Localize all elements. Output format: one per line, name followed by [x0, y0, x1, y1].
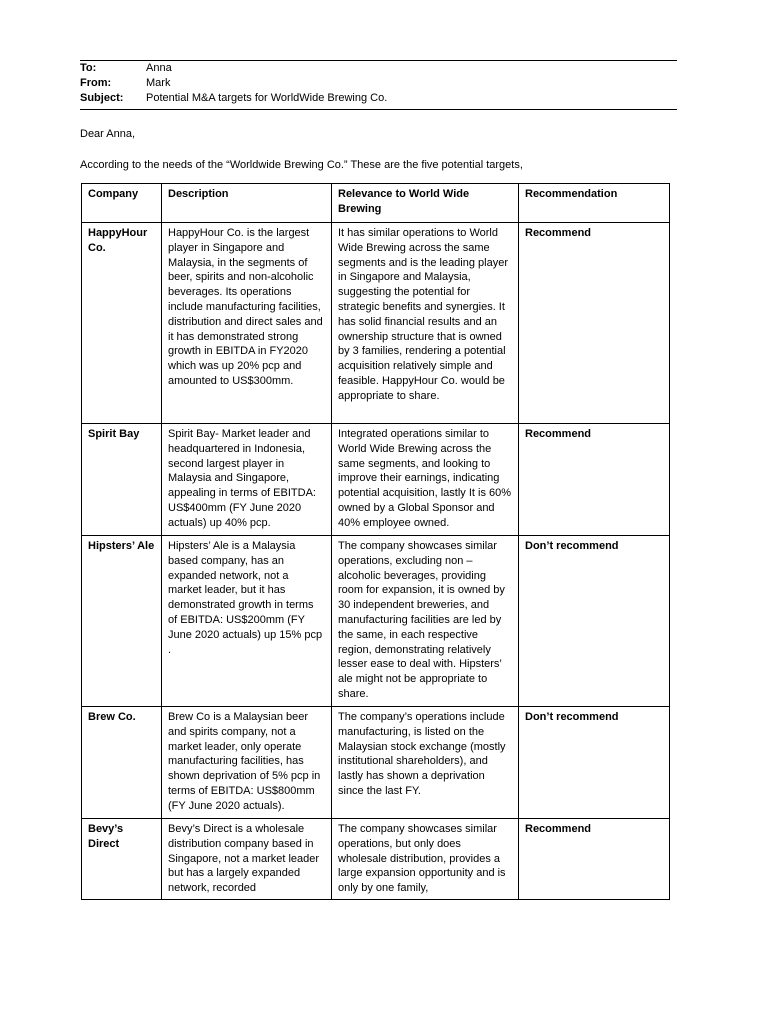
table-row: [82, 707, 670, 819]
header-company: Company: [82, 184, 162, 223]
to-value: Anna: [146, 62, 172, 74]
table-row: [82, 819, 670, 900]
header-description: Description: [162, 184, 332, 223]
recommendation-cell: Recommend: [519, 223, 670, 424]
recommendation-cell: Recommend: [519, 819, 670, 900]
description-cell: Brew Co is a Malaysian beer and spirits company, not a market leader, only operate manufacturing facilities, has shown deprivation of 5% pcp in terms of EBITDA: US$800mm (FY June 2020 actuals).: [162, 707, 332, 819]
to-label: To:: [80, 62, 97, 74]
recommendation-cell: Don’t recommend: [519, 707, 670, 819]
subject-row: [80, 91, 677, 106]
from-label: From:: [80, 77, 112, 89]
description-cell: Bevy’s Direct is a wholesale distribution company based in Singapore, not a market leader but has a largely expanded network, recorded: [162, 819, 332, 900]
memo-header: [80, 61, 677, 106]
relevance-cell: It has similar operations to World Wide Brewing across the same segments and is the leading player in Singapore and Malaysia, suggesting the potential for strategic benefits and synergies. It has solid financial results and an ownership structure that is owned by 3 families, rendering a potential acquisition relatively simple and feasible. HappyHour Co. would be appropriate to share.: [332, 223, 519, 424]
relevance-cell: The company showcases similar operations, but only does wholesale distribution, provides a large expansion opportunity and is only by one family,: [332, 819, 519, 900]
description-cell: [162, 536, 332, 707]
subject-label: Subject:: [80, 92, 124, 104]
relevance-cell: Integrated operations similar to World Wide Brewing across the same segments, and looking to improve their earnings, indicating potential acquisition, lastly It is 60% owned by a Global Sponsor and 40% employee owned.: [332, 424, 519, 536]
company-cell: HappyHour Co.: [82, 223, 162, 424]
from-row: [80, 76, 677, 91]
relevance-cell: The company showcases similar operations, excluding non – alcoholic beverages, providing room for expansion, it is owned by 30 independent breweries, and manufacturing facilities are led by the same, in each respective region, demonstrating relatively lesser ease to deal with. Hipsters’ ale might not be appropriate to share.: [332, 536, 519, 707]
table-header-row: [82, 184, 670, 223]
header-rule: [80, 109, 677, 110]
table-row: [82, 536, 670, 707]
table-row: [82, 424, 670, 536]
header-recommendation: Recommendation: [519, 184, 670, 223]
description-cell: HappyHour Co. is the largest player in Singapore and Malaysia, in the segments of beer, spirits and non-alcoholic beverages. Its operations include manufacturing facilities, distribution and direct sales and it has demonstrated strong growth in EBITDA in FY2020 which was up 20% pcp and amounted to US$300mm.: [162, 223, 332, 424]
company-cell: Spirit Bay: [82, 424, 162, 536]
table-row: [82, 223, 670, 424]
relevance-cell: The company’s operations include manufacturing, is listed on the Malaysian stock exchange (mostly institutional shareholders), and lastly has shown a deprivation since the last FY.: [332, 707, 519, 819]
company-cell: Bevy’s Direct: [82, 819, 162, 900]
intro-paragraph: According to the needs of the “Worldwide Brewing Co.” These are the five potential targets,: [80, 159, 523, 171]
recommendation-cell: Don’t recommend: [519, 536, 670, 707]
to-row: [80, 61, 677, 76]
company-cell: Brew Co.: [82, 707, 162, 819]
description-extra: .: [168, 643, 172, 656]
description-cell: Spirit Bay- Market leader and headquartered in Indonesia, second largest player in Malaysia and Singapore, appealing in terms of EBITDA: US$400mm (FY June 2020 actuals) up 40% pcp.: [162, 424, 332, 536]
recommendation-cell: Recommend: [519, 424, 670, 536]
header-relevance: Relevance to World Wide Brewing: [332, 184, 519, 223]
subject-value: Potential M&A targets for WorldWide Brewing Co.: [146, 92, 388, 104]
from-value: Mark: [146, 77, 171, 89]
salutation: Dear Anna,: [80, 128, 136, 140]
company-cell: Hipsters’ Ale: [82, 536, 162, 707]
targets-table: [81, 183, 670, 900]
description-text: Hipsters’ Ale is a Malaysia based company, has an expanded network, not a market leader, but it has demonstrated growth in terms of EBITDA: US$200mm (FY June 2020 actuals) up 15% pcp: [168, 540, 323, 641]
